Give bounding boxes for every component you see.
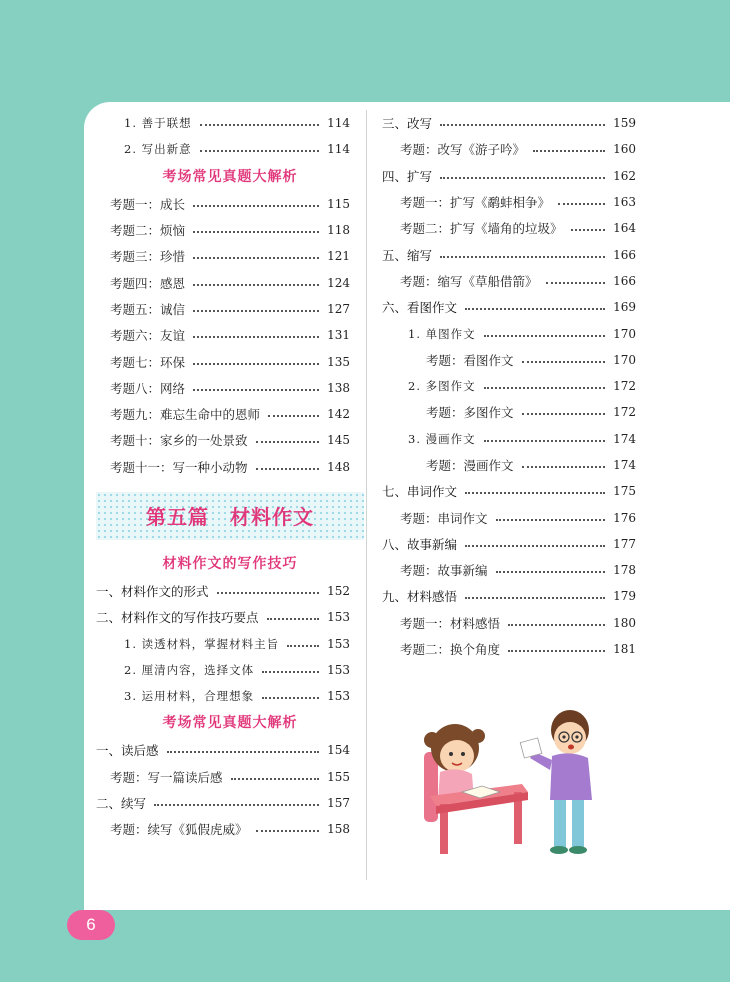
leader-dots — [193, 205, 319, 207]
leader-dots — [193, 389, 319, 391]
toc-entry[interactable] — [382, 136, 636, 162]
page-number-badge — [67, 910, 115, 940]
toc-entry[interactable] — [382, 531, 636, 557]
toc-entry-title: 考题：漫画作文 — [426, 458, 514, 473]
toc-entry[interactable] — [382, 268, 636, 294]
leader-dots — [440, 124, 605, 126]
toc-entry-page: 169 — [613, 300, 636, 315]
toc-entry[interactable] — [96, 604, 350, 630]
page-number: 6 — [86, 915, 96, 934]
toc-entry-page: 160 — [613, 142, 636, 157]
toc-entry-page: 115 — [327, 196, 350, 211]
toc-entry[interactable] — [96, 737, 350, 763]
toc-entry-title: 五、缩写 — [382, 247, 433, 263]
leader-dots — [546, 282, 606, 284]
toc-entry-title: 考题二：烦恼 — [110, 223, 186, 239]
leader-dots — [193, 231, 319, 233]
leader-dots — [262, 697, 319, 699]
toc-entry-title: 一、读后感 — [96, 743, 159, 759]
toc-entry-title: 考题：故事新编 — [400, 563, 488, 579]
toc-entry[interactable] — [382, 215, 636, 241]
toc-entry-page: 121 — [327, 249, 350, 264]
toc-entry[interactable] — [110, 427, 350, 453]
toc-entry-page: 170 — [613, 352, 636, 367]
toc-entry-page: 153 — [327, 689, 350, 704]
toc-entry-page: 142 — [327, 407, 350, 422]
toc-entry[interactable] — [110, 401, 350, 427]
toc-entry[interactable] — [382, 610, 636, 636]
toc-entry-page: 153 — [327, 610, 350, 625]
column-divider — [366, 110, 367, 880]
leader-dots — [287, 645, 319, 647]
part-banner — [96, 492, 364, 540]
toc-entry-title: 考题三：珍惜 — [110, 249, 186, 265]
toc-entry-title: 考题四：感恩 — [110, 275, 186, 291]
toc-entry[interactable] — [382, 583, 636, 609]
toc-entry[interactable] — [382, 399, 636, 425]
leader-dots — [465, 597, 605, 599]
toc-entry-page: 153 — [327, 662, 350, 677]
toc-entry-title: 考题：多图作文 — [426, 405, 514, 421]
toc-left-column — [96, 110, 350, 843]
section-heading: 考场常见真题大解析 — [162, 715, 298, 732]
leader-dots — [484, 335, 605, 337]
leader-dots — [484, 387, 605, 389]
leader-dots — [193, 336, 319, 338]
toc-entry-title: 考题五：诚信 — [110, 301, 186, 317]
toc-entry[interactable] — [382, 110, 636, 136]
toc-entry-page: 148 — [327, 459, 350, 474]
leader-dots — [522, 466, 606, 468]
toc-entry-title: 3. 漫画作文 — [408, 431, 476, 446]
toc-entry-page: 180 — [613, 615, 636, 630]
part-title: 第五篇 材料作文 — [146, 505, 314, 530]
toc-entry[interactable] — [382, 189, 636, 215]
toc-right-column — [382, 110, 636, 662]
leader-dots — [193, 284, 319, 286]
toc-entry-title: 考题九：难忘生命中的恩师 — [110, 407, 261, 423]
toc-entry-title: 2. 写出新意 — [124, 142, 192, 157]
toc-entry-page: 153 — [327, 636, 350, 651]
toc-entry-page: 118 — [327, 223, 350, 238]
leader-dots — [200, 150, 319, 152]
toc-entry[interactable] — [110, 110, 350, 136]
toc-entry[interactable] — [110, 764, 350, 790]
leader-dots — [217, 592, 320, 594]
toc-entry[interactable] — [110, 375, 350, 401]
girl-face — [440, 740, 474, 772]
toc-entry[interactable] — [110, 243, 350, 269]
toc-entry-page: 138 — [327, 380, 350, 395]
toc-entry-title: 2. 厘清内容，选择文体 — [124, 662, 255, 677]
toc-entry-title: 1. 单图作文 — [408, 326, 476, 341]
toc-entry-page: 158 — [327, 822, 350, 837]
toc-entry-title: 考题一：扩写《鹬蚌相争》 — [400, 195, 551, 211]
toc-entry[interactable] — [382, 163, 636, 189]
toc-entry-page: 174 — [613, 458, 636, 472]
leader-dots — [465, 492, 605, 494]
leader-dots — [496, 571, 606, 573]
toc-entry-title: 四、扩写 — [382, 168, 433, 184]
leader-dots — [465, 308, 605, 310]
toc-entry[interactable] — [110, 322, 350, 348]
leader-dots — [154, 804, 319, 806]
toc-entry-page: 155 — [327, 769, 350, 784]
toc-entry-title: 1. 善于联想 — [124, 116, 192, 131]
toc-entry[interactable] — [382, 241, 636, 267]
section-heading: 材料作文的写作技巧 — [162, 555, 298, 572]
leader-dots — [465, 545, 605, 547]
toc-entry-title: 考题：改写《游子吟》 — [400, 142, 526, 158]
toc-entry-title: 二、续写 — [96, 796, 147, 812]
toc-entry-page: 175 — [613, 484, 636, 499]
toc-entry-title: 一、材料作文的形式 — [96, 584, 209, 599]
toc-entry[interactable] — [110, 630, 350, 656]
toc-entry-page: 166 — [613, 247, 636, 262]
toc-entry-title: 二、材料作文的写作技巧要点 — [96, 610, 259, 626]
toc-entry[interactable] — [110, 348, 350, 374]
leader-dots — [231, 778, 320, 780]
toc-entry-page: 152 — [327, 584, 350, 598]
boy-shirt — [550, 753, 592, 800]
toc-entry[interactable] — [382, 320, 636, 346]
leader-dots — [268, 415, 319, 417]
leader-dots — [522, 361, 606, 363]
leader-dots — [571, 229, 606, 231]
toc-entry-title: 考题二：扩写《墙角的垃圾》 — [400, 221, 563, 237]
toc-entry[interactable] — [382, 636, 636, 662]
toc-entry[interactable] — [110, 269, 350, 295]
toc-entry[interactable] — [110, 296, 350, 322]
leader-dots — [558, 203, 605, 205]
toc-entry-title: 3. 运用材料，合理想象 — [124, 689, 255, 704]
leader-dots — [440, 256, 605, 258]
leader-dots — [267, 618, 320, 620]
leader-dots — [256, 468, 320, 470]
toc-entry-page: 164 — [613, 221, 636, 236]
toc-entry-page: 174 — [613, 431, 636, 446]
toc-entry[interactable] — [96, 790, 350, 816]
leader-dots — [256, 441, 320, 443]
toc-entry-page: 157 — [327, 796, 350, 811]
leader-dots — [508, 650, 605, 652]
toc-entry[interactable] — [110, 191, 350, 217]
leader-dots — [522, 413, 606, 415]
toc-entry[interactable] — [382, 347, 636, 373]
toc-entry-title: 考题一：材料感悟 — [400, 615, 501, 631]
toc-entry[interactable] — [96, 578, 350, 604]
toc-entry-page: 135 — [327, 354, 350, 369]
toc-entry-title: 考题：看图作文 — [426, 352, 514, 368]
toc-entry-page: 181 — [613, 642, 636, 657]
toc-entry[interactable] — [110, 683, 350, 709]
toc-entry-title: 考题：续写《狐假虎威》 — [110, 822, 248, 838]
toc-entry-title: 七、串词作文 — [382, 484, 458, 500]
toc-entry-page: 124 — [327, 275, 350, 290]
toc-entry-page: 176 — [613, 510, 636, 525]
toc-entry-page: 170 — [613, 326, 636, 341]
toc-entry-title: 六、看图作文 — [382, 300, 458, 316]
leader-dots — [496, 519, 606, 521]
leader-dots — [533, 150, 605, 152]
toc-entry-page: 114 — [327, 116, 350, 131]
leader-dots — [484, 440, 605, 442]
leader-dots — [193, 257, 319, 259]
toc-entry-page: 114 — [327, 142, 350, 157]
leader-dots — [440, 177, 605, 179]
toc-entry-title: 三、改写 — [382, 116, 433, 132]
toc-entry[interactable] — [382, 373, 636, 399]
toc-entry-page: 179 — [613, 589, 636, 604]
toc-entry-page: 166 — [613, 273, 636, 288]
toc-entry[interactable] — [110, 454, 350, 480]
toc-entry-page: 172 — [613, 379, 636, 394]
toc-entry-title: 考题十一：写一种小动物 — [110, 459, 248, 475]
toc-entry[interactable] — [382, 557, 636, 583]
toc-entry-title: 考题七：环保 — [110, 354, 186, 370]
toc-entry-title: 考题六：友谊 — [110, 328, 186, 344]
toc-entry-page: 172 — [613, 405, 636, 420]
toc-entry-title: 考题一：成长 — [110, 196, 186, 212]
toc-entry[interactable] — [110, 136, 350, 162]
toc-entry[interactable] — [382, 294, 636, 320]
toc-entry[interactable] — [382, 426, 636, 452]
toc-entry-page: 162 — [613, 168, 636, 183]
toc-entry-page: 154 — [327, 743, 350, 758]
toc-entry-page: 178 — [613, 563, 636, 578]
leader-dots — [193, 363, 319, 365]
children-studying-illustration — [410, 700, 610, 870]
toc-entry-page: 159 — [613, 116, 636, 131]
toc-entry-page: 127 — [327, 301, 350, 316]
toc-entry[interactable] — [382, 504, 636, 530]
leader-dots — [167, 751, 320, 753]
leader-dots — [262, 671, 319, 673]
toc-entry-page: 177 — [613, 536, 636, 551]
toc-entry-title: 1. 读透材料，掌握材料主旨 — [124, 636, 280, 651]
toc-entry-title: 九、材料感悟 — [382, 589, 458, 605]
toc-entry[interactable] — [110, 657, 350, 683]
toc-entry[interactable] — [382, 452, 636, 478]
boy-leg — [572, 800, 584, 848]
leader-dots — [200, 124, 319, 126]
toc-entry-title: 考题二：换个角度 — [400, 642, 501, 658]
toc-entry[interactable] — [110, 217, 350, 243]
boy-leg — [554, 800, 566, 848]
toc-entry-title: 考题：写一篇读后感 — [110, 769, 223, 785]
toc-entry-page: 145 — [327, 433, 350, 448]
leader-dots — [193, 310, 319, 312]
toc-entry-title: 考题：串词作文 — [400, 510, 488, 526]
toc-entry-page: 163 — [613, 195, 636, 210]
toc-entry[interactable] — [110, 816, 350, 842]
toc-entry-page: 131 — [327, 328, 350, 343]
toc-entry-title: 2. 多图作文 — [408, 379, 476, 394]
toc-entry-title: 考题：缩写《草船借箭》 — [400, 273, 538, 289]
leader-dots — [508, 624, 605, 626]
section-heading: 考场常见真题大解析 — [162, 168, 298, 185]
toc-entry-title: 八、故事新编 — [382, 536, 458, 552]
toc-entry-title: 考题十：家乡的一处景致 — [110, 433, 248, 449]
toc-entry[interactable] — [382, 478, 636, 504]
leader-dots — [256, 830, 320, 832]
toc-entry-title: 考题八：网络 — [110, 380, 186, 396]
